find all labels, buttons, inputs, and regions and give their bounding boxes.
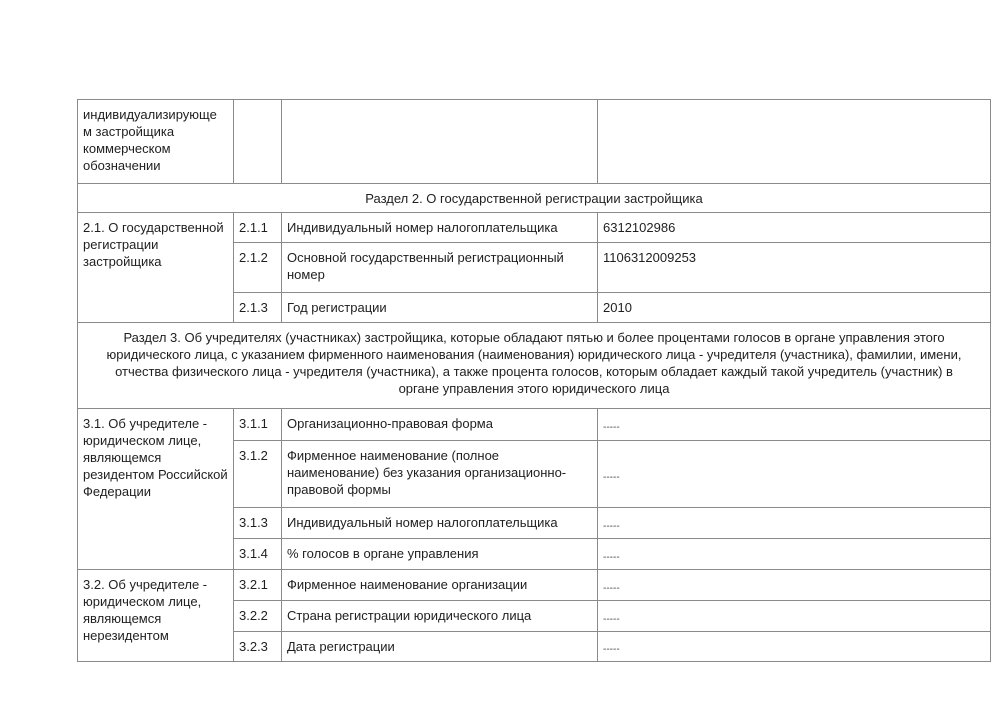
item-number: 3.1.1 bbox=[234, 409, 282, 441]
item-label: Индивидуальный номер налогоплательщика bbox=[282, 508, 598, 539]
document-table bbox=[77, 99, 991, 662]
section-2-title: Раздел 2. О государственной регистрации застройщика bbox=[78, 184, 991, 213]
item-number: 2.1.3 bbox=[234, 293, 282, 323]
section-header-row bbox=[78, 184, 991, 213]
item-label: Индивидуальный номер налогоплательщика bbox=[282, 213, 598, 243]
item-value: ----- bbox=[598, 409, 991, 441]
item-number: 3.1.2 bbox=[234, 441, 282, 508]
item-label: Организационно-правовая форма bbox=[282, 409, 598, 441]
item-value: ----- bbox=[598, 539, 991, 570]
item-number: 3.2.3 bbox=[234, 632, 282, 662]
table-row bbox=[78, 213, 991, 243]
group-3-1-label: 3.1. Об учредителе - юридическом лице, являющемся резидентом Российской Федерации bbox=[78, 409, 234, 570]
item-number: 3.1.4 bbox=[234, 539, 282, 570]
table-row bbox=[78, 570, 991, 601]
item-label: Основной государственный регистрационный номер bbox=[282, 243, 598, 293]
item-number: 2.1.2 bbox=[234, 243, 282, 293]
group-3-2-label: 3.2. Об учредителе - юридическом лице, являющемся нерезидентом bbox=[78, 570, 234, 662]
item-label: Год регистрации bbox=[282, 293, 598, 323]
item-number: 3.2.2 bbox=[234, 601, 282, 632]
item-value: ----- bbox=[598, 508, 991, 539]
section-header-row bbox=[78, 323, 991, 409]
item-number: 3.1.3 bbox=[234, 508, 282, 539]
item-label: % голосов в органе управления bbox=[282, 539, 598, 570]
table-row bbox=[78, 409, 991, 441]
item-value: ----- bbox=[598, 441, 991, 508]
item-value-ogrn: 1106312009253 bbox=[598, 243, 991, 293]
item-label: Фирменное наименование организации bbox=[282, 570, 598, 601]
cell-empty bbox=[282, 100, 598, 184]
item-value: ----- bbox=[598, 601, 991, 632]
cell-commercial-designation-label: индивидуализирующе м застройщика коммерческом обозначении bbox=[78, 100, 234, 184]
item-value: ----- bbox=[598, 570, 991, 601]
cell-empty bbox=[598, 100, 991, 184]
cell-empty bbox=[234, 100, 282, 184]
item-value: ----- bbox=[598, 632, 991, 662]
section-3-title: Раздел 3. Об учредителях (участниках) застройщика, которые обладают пятью и более процентами голосов в органе управления этого юридического лица, с указанием фирменного наименования (наименования) юридического лица - учредителя (участника), фамилии, имени, отчества физического лица - учредителя (участника), а также процента голосов, которым обладает каждый такой учредитель (участник) в органе управления этого юридического лица bbox=[78, 323, 991, 409]
item-number: 2.1.1 bbox=[234, 213, 282, 243]
item-label: Страна регистрации юридического лица bbox=[282, 601, 598, 632]
item-label: Фирменное наименование (полное наименование) без указания организационно-правовой формы bbox=[282, 441, 598, 508]
item-value-year: 2010 bbox=[598, 293, 991, 323]
item-value-inn: 6312102986 bbox=[598, 213, 991, 243]
group-2-1-label: 2.1. О государственной регистрации застройщика bbox=[78, 213, 234, 323]
table-row bbox=[78, 100, 991, 184]
item-number: 3.2.1 bbox=[234, 570, 282, 601]
item-label: Дата регистрации bbox=[282, 632, 598, 662]
